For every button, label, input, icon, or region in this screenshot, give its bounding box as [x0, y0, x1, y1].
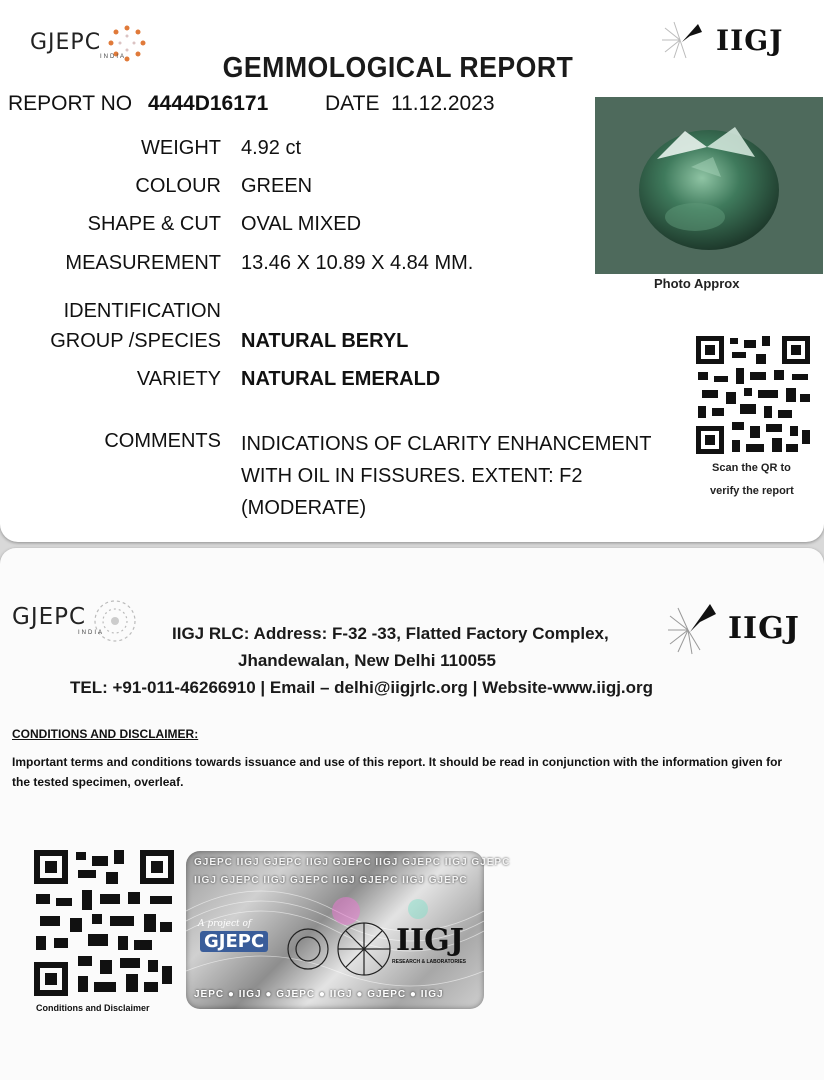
- group-species-label: GROUP /SPECIES: [50, 330, 221, 352]
- hologram-project-text: A project of: [198, 919, 252, 929]
- comments-label: COMMENTS: [104, 430, 221, 452]
- conditions-text: Important terms and conditions towards issuance and use of this report. It should be read in conjunction with the information given for the tested specimen, overleaf.: [12, 755, 783, 789]
- iigj-logo-text: IIGJ: [728, 610, 800, 646]
- address-line-1: IIGJ RLC: Address: F-32 -33, Flatted Factory Complex,: [172, 624, 609, 643]
- gjepc-logo-sub: INDIA: [78, 630, 105, 636]
- iigj-logo-back: [666, 598, 800, 658]
- gjepc-logo-text: GJEPC: [30, 30, 102, 55]
- date-value: 11.12.2023: [391, 92, 495, 115]
- comments-line: WITH OIL IN FISSURES. EXTENT: F2: [241, 465, 583, 487]
- comments-line: INDICATIONS OF CLARITY ENHANCEMENT: [241, 433, 652, 455]
- measurement-label: MEASUREMENT: [65, 252, 221, 274]
- iigj-logo-text: IIGJ: [716, 23, 784, 57]
- security-hologram: [186, 851, 511, 1009]
- contact-line: TEL: +91-011-46266910 | Email – delhi@iigjrlc.org | Website-www.iigj.org: [70, 678, 654, 697]
- report-title: GEMMOLOGICAL REPORT: [222, 52, 574, 84]
- weight-label: WEIGHT: [141, 137, 221, 159]
- hologram-text-row: IIGJ GJEPC IIGJ GJEPC IIGJ GJEPC IIGJ GJEPC: [194, 875, 468, 886]
- qr-code-icon[interactable]: [696, 336, 810, 454]
- hologram-text-row: JEPC ● IIGJ ● GJEPC ● IIGJ ● GJEPC ● IIGJ: [194, 989, 444, 1000]
- comments-line: (MODERATE): [241, 497, 367, 519]
- qr-caption-conditions: Conditions and Disclaimer: [36, 1003, 150, 1013]
- gemstone-photo: [595, 97, 823, 274]
- variety-value: NATURAL EMERALD: [241, 368, 441, 390]
- gjepc-emblem-icon: [90, 596, 140, 646]
- hologram-gjepc: GJEPC: [200, 931, 268, 952]
- qr-code-conditions-icon[interactable]: [34, 850, 174, 996]
- date-label: DATE: [325, 92, 380, 115]
- iigj-emblem-icon: [666, 598, 728, 658]
- gjepc-logo-text: GJEPC: [12, 604, 87, 630]
- comments-value: [241, 428, 651, 524]
- qr-caption-line-2: verify the report: [710, 485, 794, 497]
- shape-cut-label: SHAPE & CUT: [87, 213, 221, 235]
- report-no-label: REPORT NO: [8, 92, 133, 115]
- qr-caption-line-1: Scan the QR to: [712, 462, 791, 474]
- identification-label: IDENTIFICATION: [63, 300, 221, 322]
- conditions-title: CONDITIONS AND DISCLAIMER:: [12, 727, 199, 741]
- measurement-value: 13.46 X 10.89 X 4.84 MM.: [241, 252, 474, 274]
- colour-label: COLOUR: [135, 175, 221, 197]
- shape-cut-value: OVAL MIXED: [241, 213, 362, 235]
- photo-caption: Photo Approx: [654, 276, 740, 291]
- hologram-iigj-sub: RESEARCH & LABORATORIES: [392, 959, 466, 965]
- hologram-text-row: GJEPC IIGJ GJEPC IIGJ GJEPC IIGJ GJEPC IIGJ GJEPC: [194, 857, 511, 868]
- colour-value: GREEN: [241, 175, 313, 197]
- hologram-iigj: IIGJ: [396, 923, 464, 958]
- report-no-value: 4444D16171: [148, 92, 269, 115]
- group-species-value: NATURAL BERYL: [241, 330, 409, 352]
- address-line-2: Jhandewalan, New Delhi 110055: [238, 651, 496, 670]
- gjepc-logo-back: [12, 604, 140, 646]
- weight-value: 4.92 ct: [241, 137, 302, 159]
- variety-label: VARIETY: [136, 368, 221, 390]
- gjepc-logo-sub: INDIA: [100, 54, 127, 60]
